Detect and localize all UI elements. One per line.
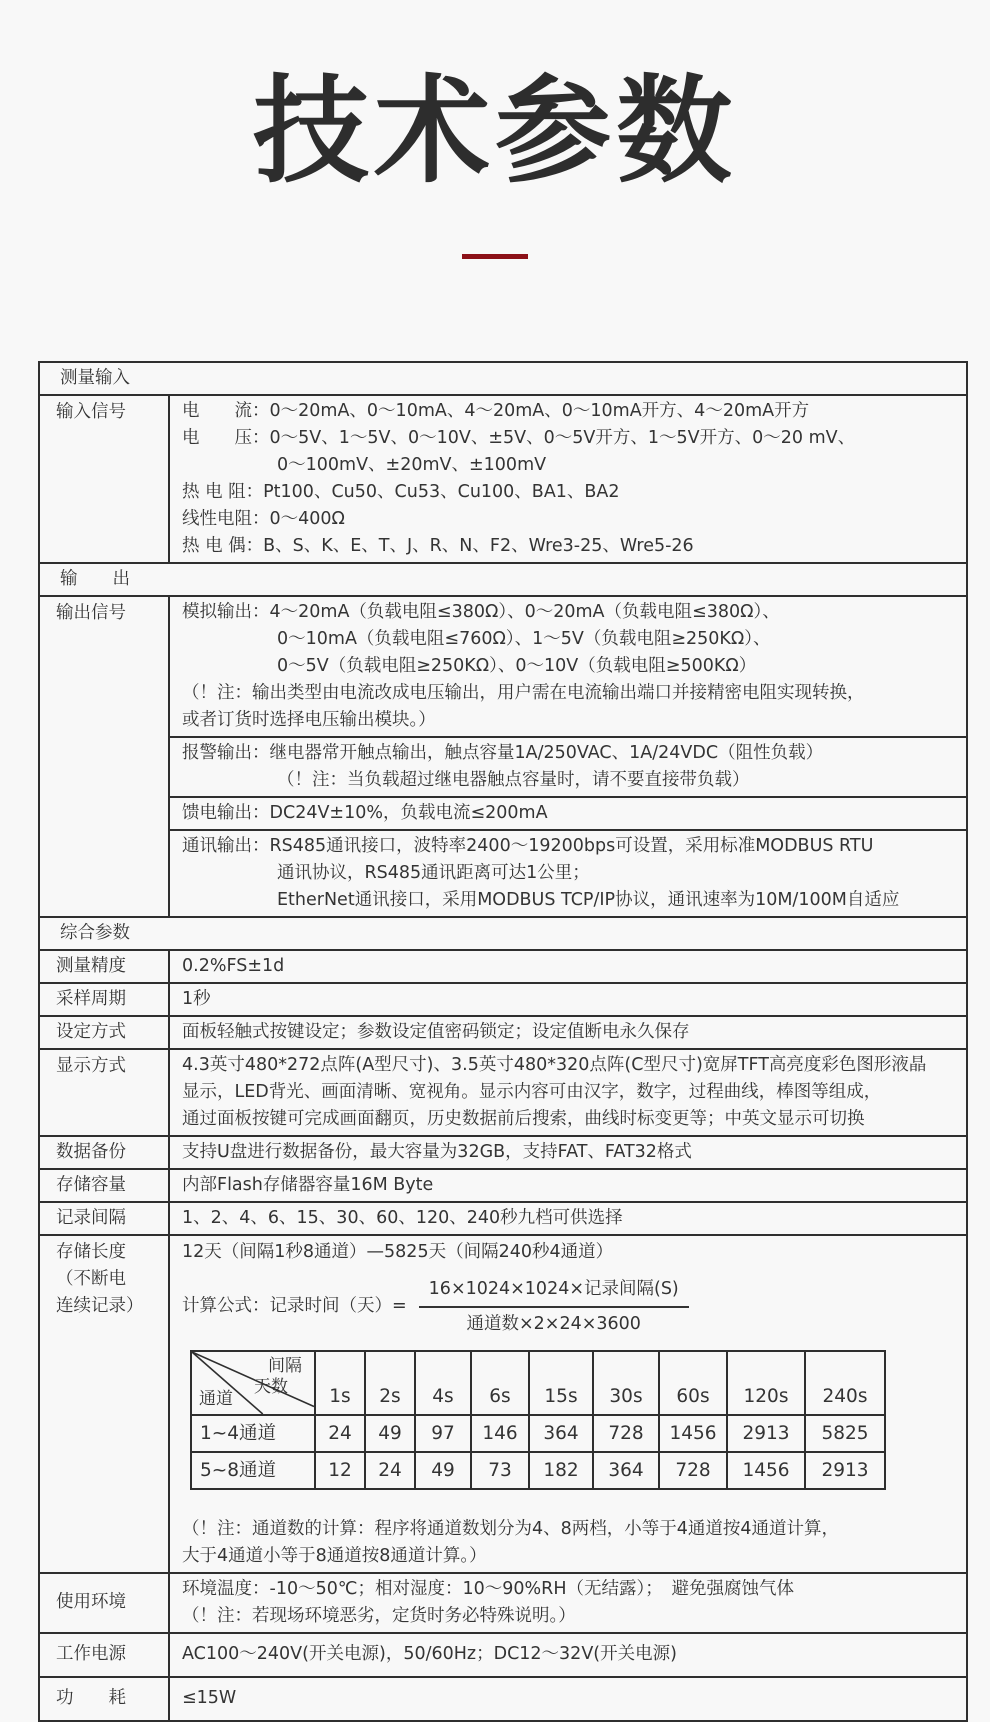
interval-header: 1s [315, 1351, 365, 1415]
section-title: 综合参数 [39, 917, 967, 950]
row-interval [39, 1202, 967, 1235]
days-value: 24 [315, 1415, 365, 1452]
page-title: 技术参数 [253, 64, 737, 199]
row-output-signal-feed [39, 797, 967, 830]
row-content [169, 737, 967, 797]
formula-numerator: 16×1024×1024×记录间隔(S) [419, 1276, 689, 1308]
note-line: 大于4通道小等于8通道按8通道计算。） [182, 1545, 487, 1566]
row-label: 功 耗 [39, 1677, 169, 1721]
row-label: 工作电源 [39, 1633, 169, 1677]
interval-header: 60s [659, 1351, 727, 1415]
row-label: 采样周期 [39, 983, 169, 1016]
row-sampling [39, 983, 967, 1016]
row-value: 1秒 [169, 983, 967, 1016]
row-output-signal-alarm [39, 737, 967, 797]
row-content [169, 395, 967, 563]
storage-grid [190, 1350, 886, 1490]
row-content [169, 797, 967, 830]
row-label: 显示方式 [39, 1049, 169, 1136]
channel-row-label: 5~8通道 [191, 1452, 315, 1489]
formula-prefix: 计算公式：记录时间（天）= [182, 1296, 407, 1317]
section-title: 输 出 [39, 563, 967, 596]
storage-range-line: 12天（间隔1秒8通道）—5825天（间隔240秒4通道） [182, 1241, 614, 1262]
row-value: 内部Flash存储器容量16M Byte [169, 1169, 967, 1202]
label-line: 连续记录） [56, 1295, 144, 1316]
section-title: 测量输入 [39, 362, 967, 395]
interval-header: 240s [805, 1351, 885, 1415]
row-value: ≤15W [169, 1677, 967, 1721]
row-environment [39, 1573, 967, 1633]
row-value: 1、2、4、6、15、30、60、120、240秒九档可供选择 [169, 1202, 967, 1235]
interval-header: 2s [365, 1351, 415, 1415]
row-label [39, 1235, 169, 1573]
days-value: 182 [529, 1452, 593, 1489]
days-value: 5825 [805, 1415, 885, 1452]
line: 电 压：0～5V、1～5V、0～10V、±5V、0～5V开方、1～5V开方、0～20 mV、 [182, 427, 856, 448]
note-line: （！注：通道数的计算：程序将通道数划分为4、8两档，小等于4通道按4通道计算， [182, 1518, 840, 1539]
row-label: 测量精度 [39, 950, 169, 983]
row-label: 输入信号 [39, 395, 169, 563]
row-backup [39, 1136, 967, 1169]
line: 4.3英寸480*272点阵(A型尺寸)、3.5英寸480*320点阵(C型尺寸)宽屏TFT高亮度彩色图形液晶 [182, 1054, 927, 1075]
row-value: AC100～240V(开关电源)，50/60Hz；DC12～32V(开关电源) [169, 1633, 967, 1677]
row-label: 数据备份 [39, 1136, 169, 1169]
row-label: 使用环境 [39, 1573, 169, 1633]
row-content [169, 830, 967, 917]
note-line: 或者订货时选择电压输出模块。） [182, 709, 436, 730]
line: 热 电 阻：Pt100、Cu50、Cu53、Cu100、BA1、BA2 [182, 481, 620, 502]
row-storage-length [39, 1235, 967, 1573]
days-value: 2913 [727, 1415, 805, 1452]
row-label: 记录间隔 [39, 1202, 169, 1235]
days-value: 73 [471, 1452, 529, 1489]
days-value: 24 [365, 1452, 415, 1489]
line: 通过面板按键可完成画面翻页，历史数据前后搜索，曲线时标变更等；中英文显示可切换 [182, 1108, 865, 1129]
interval-header: 15s [529, 1351, 593, 1415]
line: 环境温度：-10～50℃；相对湿度：10～90%RH（无结露）； 避免强腐蚀气体 [182, 1578, 794, 1599]
row-content [169, 596, 967, 737]
storage-grid-row-1-4 [191, 1415, 885, 1452]
row-label: 设定方式 [39, 1016, 169, 1049]
row-value: 面板轻触式按键设定；参数设定值密码锁定；设定值断电永久保存 [169, 1016, 967, 1049]
interval-header: 30s [593, 1351, 659, 1415]
days-value: 49 [415, 1452, 471, 1489]
line: 电 流：0～20mA、0～10mA、4～20mA、0～10mA开方、4～20mA开方 [182, 400, 810, 421]
formula-denominator: 通道数×2×24×3600 [466, 1313, 641, 1334]
note-line: （！注：当负载超过继电器触点容量时，请不要直接带负载） [277, 769, 750, 790]
row-output-signal-comm [39, 830, 967, 917]
days-value: 1456 [727, 1452, 805, 1489]
row-label: 存储容量 [39, 1169, 169, 1202]
line: 热 电 偶：B、S、K、E、T、J、R、N、F2、Wre3-25、Wre5-26 [182, 535, 694, 556]
row-setting [39, 1016, 967, 1049]
line: EtherNet通讯接口，采用MODBUS TCP/IP协议，通讯速率为10M/100M自适应 [277, 889, 900, 910]
formula-fraction [419, 1276, 689, 1338]
line: 馈电输出：DC24V±10%，负载电流≤200mA [182, 802, 548, 823]
corner-label-days: 天数 [254, 1376, 288, 1397]
storage-grid-row-5-8 [191, 1452, 885, 1489]
note-line: （！注：输出类型由电流改成电压输出，用户需在电流输出端口并接精密电阻实现转换， [182, 682, 865, 703]
days-value: 364 [593, 1452, 659, 1489]
corner-label-channels: 通道 [199, 1388, 233, 1409]
storage-grid-header-row [191, 1351, 885, 1415]
days-value: 728 [593, 1415, 659, 1452]
row-display [39, 1049, 967, 1136]
note-line: （！注：若现场环境恶劣，定货时务必特殊说明。） [182, 1605, 576, 1626]
section-row-output [39, 563, 967, 596]
days-value: 364 [529, 1415, 593, 1452]
row-value: 支持U盘进行数据备份，最大容量为32GB，支持FAT、FAT32格式 [169, 1136, 967, 1169]
line: 0～100mV、±20mV、±100mV [277, 454, 547, 475]
row-value: 0.2%FS±1d [169, 950, 967, 983]
days-value: 2913 [805, 1452, 885, 1489]
storage-grid-corner-cell [191, 1351, 315, 1415]
days-value: 49 [365, 1415, 415, 1452]
row-content [169, 1049, 967, 1136]
channel-row-label: 1~4通道 [191, 1415, 315, 1452]
label-line: （不断电 [56, 1268, 126, 1289]
row-consumption [39, 1677, 967, 1721]
row-content [169, 1573, 967, 1633]
days-value: 97 [415, 1415, 471, 1452]
section-row-general [39, 917, 967, 950]
interval-header: 4s [415, 1351, 471, 1415]
interval-header: 6s [471, 1351, 529, 1415]
spec-table [38, 361, 968, 1722]
row-content [169, 1235, 967, 1573]
line: 线性电阻：0～400Ω [182, 508, 345, 529]
row-capacity [39, 1169, 967, 1202]
days-value: 146 [471, 1415, 529, 1452]
row-label: 输出信号 [39, 596, 169, 917]
storage-formula [182, 1276, 956, 1338]
label-line: 存储长度 [56, 1241, 126, 1262]
line: 报警输出：继电器常开触点输出，触点容量1A/250VAC、1A/24VDC（阻性负载） [182, 742, 824, 763]
days-value: 1456 [659, 1415, 727, 1452]
line: 通讯协议，RS485通讯距离可达1公里； [277, 862, 590, 883]
row-power [39, 1633, 967, 1677]
line: 显示，LED背光、画面清晰、宽视角。显示内容可由汉字，数字，过程曲线，棒图等组成， [182, 1081, 882, 1102]
row-input-signal [39, 395, 967, 563]
line: 0～10mA（负载电阻≤760Ω）、1～5V（负载电阻≥250KΩ）、 [277, 628, 771, 649]
line: 0～5V（负载电阻≥250KΩ）、0～10V（负载电阻≥500KΩ） [277, 655, 757, 676]
title-underline-bar [462, 254, 528, 259]
corner-label-interval: 间隔 [268, 1355, 302, 1376]
days-value: 728 [659, 1452, 727, 1489]
row-accuracy [39, 950, 967, 983]
days-value: 12 [315, 1452, 365, 1489]
row-output-signal-analog [39, 596, 967, 737]
line: 通讯输出：RS485通讯接口，波特率2400～19200bps可设置，采用标准MODBUS RTU [182, 835, 874, 856]
section-row-measure-input [39, 362, 967, 395]
interval-header: 120s [727, 1351, 805, 1415]
line: 模拟输出：4～20mA（负载电阻≤380Ω）、0～20mA（负载电阻≤380Ω）、 [182, 601, 780, 622]
